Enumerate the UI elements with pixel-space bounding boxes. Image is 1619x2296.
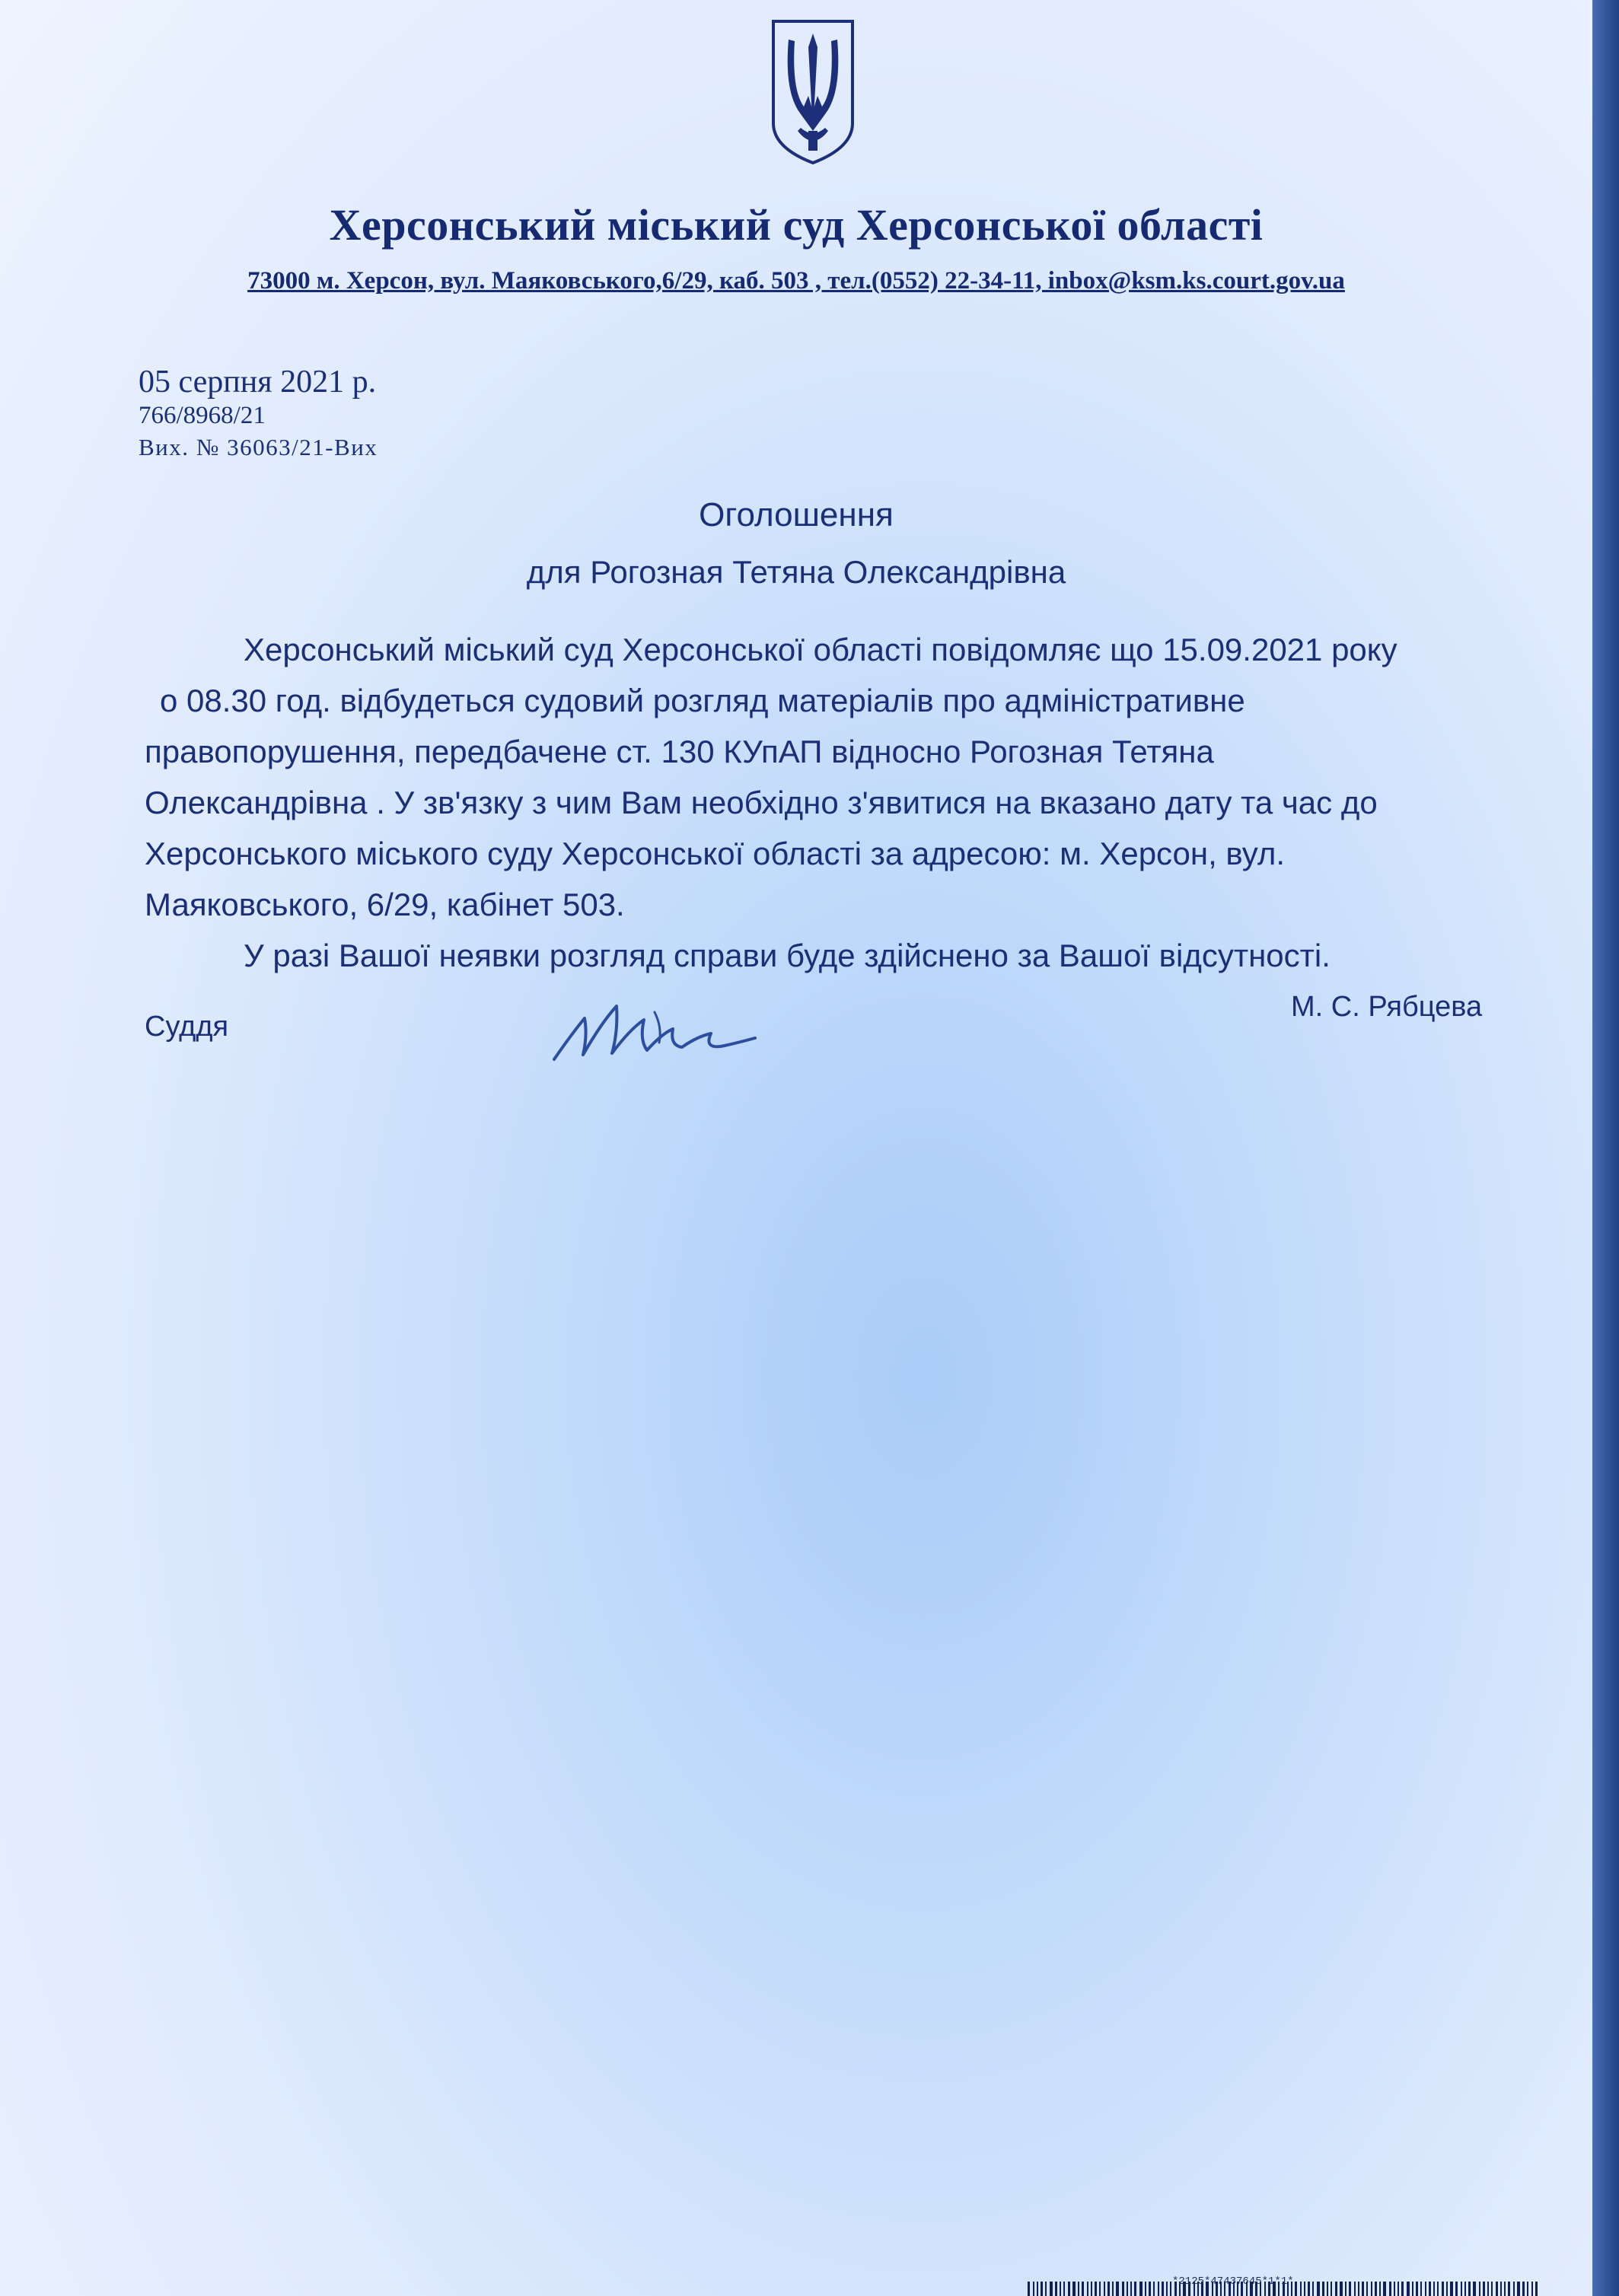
barcode-bar xyxy=(1112,2282,1114,2296)
barcode-bar xyxy=(1104,2282,1105,2296)
barcode-bar xyxy=(1407,2282,1410,2296)
barcode-bar xyxy=(1095,2282,1097,2296)
body-line: правопорушення, передбачене ст. 130 КУпАП відносно Рогозная Тетяна xyxy=(145,734,1214,769)
barcode-bar xyxy=(1050,2282,1053,2296)
notice-recipient: для Рогозная Тетяна Олександрівна xyxy=(526,554,1066,590)
barcode-bar xyxy=(1354,2282,1356,2296)
barcode-bar xyxy=(1130,2282,1132,2296)
body-line: Херсонського міського суду Херсонської області за адресою: м. Херсон, вул. xyxy=(145,836,1286,871)
barcode-bar xyxy=(1308,2282,1310,2296)
barcode-bar xyxy=(1513,2282,1515,2296)
document-date: 05 серпня 2021 р. xyxy=(139,365,377,400)
barcode-bar xyxy=(1398,2282,1399,2296)
barcode-bar xyxy=(1433,2282,1435,2296)
barcode-bar xyxy=(1450,2282,1453,2296)
barcode-bar xyxy=(1068,2282,1070,2296)
barcode-bar xyxy=(1091,2282,1092,2296)
barcode-bar xyxy=(1362,2282,1364,2296)
barcode-bar xyxy=(1491,2282,1493,2296)
barcode-bar xyxy=(1416,2282,1418,2296)
barcode-bar xyxy=(1340,2282,1343,2296)
barcode-bar xyxy=(1099,2282,1101,2296)
barcode-bar xyxy=(1504,2282,1506,2296)
barcode-bar xyxy=(1379,2282,1381,2296)
barcode-bar xyxy=(1153,2282,1155,2296)
barcode-bar xyxy=(1078,2282,1079,2296)
barcode-bar xyxy=(1060,2282,1061,2296)
barcode-text: *2125*47437645*1*1* xyxy=(1172,2275,1294,2288)
barcode-bar xyxy=(1158,2282,1159,2296)
barcode-bar xyxy=(1473,2282,1476,2296)
barcode-bar xyxy=(1531,2282,1533,2296)
barcode-bar xyxy=(1322,2282,1324,2296)
barcode-bar xyxy=(1122,2282,1124,2296)
barcode-bar xyxy=(1394,2282,1395,2296)
barcode-bar xyxy=(1429,2282,1431,2296)
case-number: 766/8968/21 xyxy=(139,402,266,429)
barcode-bar xyxy=(1072,2282,1076,2296)
barcode-bar xyxy=(1055,2282,1057,2296)
barcode-bar xyxy=(1166,2282,1168,2296)
barcode-bar xyxy=(1425,2282,1426,2296)
barcode-bar xyxy=(1437,2282,1439,2296)
barcode-bar xyxy=(1317,2282,1320,2296)
barcode-bar xyxy=(1442,2282,1444,2296)
barcode-bar xyxy=(1304,2282,1305,2296)
barcode-bar xyxy=(1139,2282,1143,2296)
barcode-bar xyxy=(1446,2282,1448,2296)
barcode-bar xyxy=(1455,2282,1458,2296)
barcode-bar xyxy=(1401,2282,1404,2296)
barcode-bar xyxy=(1412,2282,1413,2296)
barcode-bar xyxy=(1375,2282,1377,2296)
barcode-bar xyxy=(1087,2282,1088,2296)
barcode-bar xyxy=(1028,2282,1030,2296)
court-title: Херсонський міський суд Херсонської області xyxy=(329,200,1264,250)
court-address: 73000 м. Херсон, вул. Маяковського,6/29, каб. 503 , тел.(0552) 22-34-11, inbox@ksm.ks.court.gov.ua xyxy=(247,267,1345,295)
absence-warning: У разі Вашої неявки розгляд справи буде здійснено за Вашої відсутності. xyxy=(244,938,1331,973)
barcode-bar xyxy=(1041,2282,1043,2296)
barcode-bar xyxy=(1517,2282,1520,2296)
barcode-bar xyxy=(1116,2282,1119,2296)
barcode-bar xyxy=(1487,2282,1489,2296)
notice-title: Оголошення xyxy=(699,496,894,533)
barcode-bar xyxy=(1345,2282,1347,2296)
notice-body xyxy=(145,624,1499,981)
barcode-bar xyxy=(1331,2282,1332,2296)
barcode-bar xyxy=(1312,2282,1314,2296)
barcode-bar xyxy=(1468,2282,1471,2296)
body-line: о 08.30 год. відбудеться судовий розгляд матеріалів про адміністративне xyxy=(160,683,1245,718)
barcode-bar xyxy=(1389,2282,1391,2296)
barcode-bar xyxy=(1037,2282,1038,2296)
body-line: Маяковського, 6/29, кабінет 503. xyxy=(145,887,625,922)
barcode-bar xyxy=(1366,2282,1368,2296)
page-edge-shadow xyxy=(1592,0,1619,2296)
barcode-bar xyxy=(1464,2282,1466,2296)
barcode-bar xyxy=(1500,2282,1502,2296)
barcode-bar xyxy=(1383,2282,1386,2296)
barcode-bar xyxy=(1461,2282,1462,2296)
barcode-bar xyxy=(1107,2282,1110,2296)
body-line: Херсонський міський суд Херсонської області повідомляє що 15.09.2021 року xyxy=(244,632,1398,667)
judge-name: М. С. Рябцева xyxy=(1291,991,1483,1023)
barcode-bar xyxy=(1508,2282,1510,2296)
barcode-bar xyxy=(1295,2282,1297,2296)
barcode-bar xyxy=(1358,2282,1359,2296)
barcode-bar xyxy=(1335,2282,1337,2296)
body-line: Олександрівна . У зв'язку з чим Вам необхідно з'явитися на вказано дату та час до xyxy=(145,785,1378,820)
barcode-bar xyxy=(1170,2282,1171,2296)
barcode-bar xyxy=(1127,2282,1128,2296)
outgoing-number: Вих. № 36063/21-Вих xyxy=(139,434,378,460)
barcode-bar xyxy=(1300,2282,1302,2296)
barcode-bar xyxy=(1535,2282,1538,2296)
barcode-bar xyxy=(1033,2282,1034,2296)
barcode-bar xyxy=(1371,2282,1372,2296)
handwritten-signature xyxy=(548,989,761,1073)
barcode-bar xyxy=(1063,2282,1065,2296)
barcode-bar xyxy=(1162,2282,1164,2296)
barcode-bar xyxy=(1527,2282,1528,2296)
barcode-bar xyxy=(1045,2282,1047,2296)
barcode-bar xyxy=(1522,2282,1525,2296)
barcode-bar xyxy=(1349,2282,1351,2296)
barcode-bar xyxy=(1149,2282,1151,2296)
barcode-bar xyxy=(1479,2282,1480,2296)
barcode-bar xyxy=(1483,2282,1485,2296)
barcode-bar xyxy=(1145,2282,1146,2296)
barcode-bar xyxy=(1327,2282,1328,2296)
barcode-bar xyxy=(1082,2282,1084,2296)
trident-emblem-icon xyxy=(767,17,859,166)
barcode-bar xyxy=(1134,2282,1136,2296)
barcode-bar xyxy=(1420,2282,1422,2296)
barcode-bar xyxy=(1496,2282,1498,2296)
judge-role-label: Суддя xyxy=(145,1011,229,1043)
